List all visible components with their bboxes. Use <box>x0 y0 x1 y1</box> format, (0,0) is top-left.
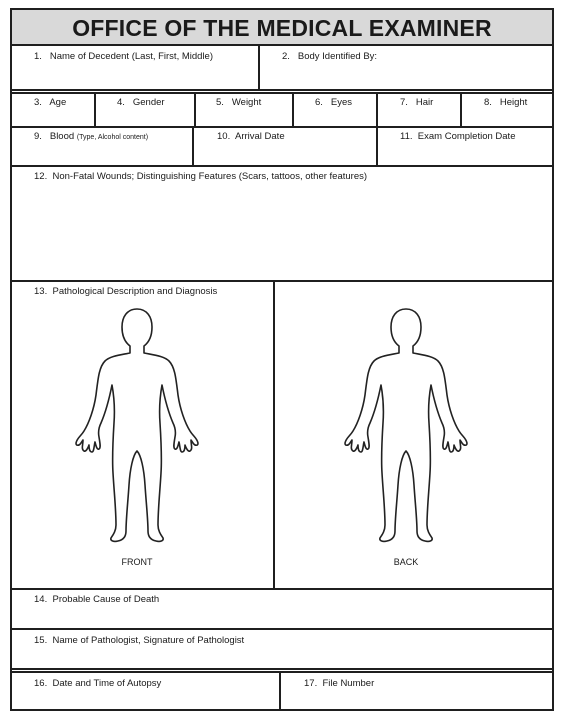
field-9-text: Blood <box>49 131 75 142</box>
divider <box>12 126 552 128</box>
divider <box>12 588 552 590</box>
divider <box>12 671 552 673</box>
divider <box>192 127 194 166</box>
field-4-label <box>117 97 165 108</box>
field-17-label <box>304 678 374 689</box>
divider <box>194 93 196 127</box>
divider <box>292 93 294 127</box>
field-4-text: Gender <box>132 97 165 108</box>
field-14-number: 14. <box>34 594 48 605</box>
field-8-number: 8. <box>484 97 492 108</box>
field-1-text: Name of Decedent (Last, First, Middle) <box>49 51 214 62</box>
divider <box>258 46 260 91</box>
field-3-number: 3. <box>34 97 42 108</box>
field-16-number: 16. <box>34 678 48 689</box>
field-3-text: Age <box>49 97 67 108</box>
front-caption: FRONT <box>121 557 153 567</box>
field-13-label <box>34 286 217 297</box>
field-12-text: Non-Fatal Wounds; Distinguishing Features (Scars, tattoos, other features) <box>52 171 368 182</box>
divider <box>94 93 96 127</box>
field-2-number: 2. <box>282 51 290 62</box>
field-8-label <box>484 97 527 108</box>
field-11-text: Exam Completion Date <box>417 131 516 142</box>
field-6-label <box>315 97 352 108</box>
field-17-text: File Number <box>322 678 375 689</box>
field-9-number: 9. <box>34 131 42 142</box>
field-1-label <box>34 51 213 62</box>
field-14-label <box>34 594 159 605</box>
divider <box>12 92 552 94</box>
back-caption: BACK <box>393 557 419 567</box>
field-11-label <box>400 131 515 142</box>
field-12-number: 12. <box>34 171 48 182</box>
field-13-number: 13. <box>34 286 48 297</box>
field-6-text: Eyes <box>330 97 352 108</box>
field-3-label <box>34 97 66 108</box>
field-9-label <box>34 131 148 143</box>
field-15-label <box>34 635 244 646</box>
field-11-number: 11. <box>400 131 413 142</box>
field-4-number: 4. <box>117 97 125 108</box>
field-8-text: Height <box>499 97 528 108</box>
field-17-number: 17. <box>304 678 318 689</box>
field-2-label <box>282 51 377 62</box>
field-5-label <box>216 97 261 108</box>
field-7-text: Hair <box>415 97 434 108</box>
body-front-diagram <box>72 305 202 545</box>
divider <box>12 668 552 670</box>
field-12-label <box>34 171 367 182</box>
divider <box>273 282 275 588</box>
field-16-text: Date and Time of Autopsy <box>52 678 162 689</box>
divider <box>12 89 552 91</box>
divider <box>12 165 552 167</box>
field-9-note: (Type, Alcohol content) <box>76 134 149 141</box>
field-1-number: 1. <box>34 51 42 62</box>
divider <box>12 628 552 630</box>
field-10-label <box>217 131 285 142</box>
field-10-number: 10. <box>217 131 231 142</box>
field-2-text: Body Identified By: <box>297 51 378 62</box>
field-5-number: 5. <box>216 97 224 108</box>
field-7-label <box>400 97 433 108</box>
field-16-label <box>34 678 161 689</box>
divider <box>376 127 378 166</box>
field-5-text: Weight <box>231 97 262 108</box>
divider <box>12 280 552 282</box>
field-15-number: 15. <box>34 635 48 646</box>
field-6-number: 6. <box>315 97 323 108</box>
medical-examiner-form <box>10 8 554 711</box>
field-10-text: Arrival Date <box>234 131 285 142</box>
field-7-number: 7. <box>400 97 408 108</box>
form-title: OFFICE OF THE MEDICAL EXAMINER <box>12 10 552 46</box>
divider <box>460 93 462 127</box>
divider <box>376 93 378 127</box>
field-15-text: Name of Pathologist, Signature of Pathologist <box>52 635 245 646</box>
divider <box>279 672 281 709</box>
field-13-text: Pathological Description and Diagnosis <box>52 286 218 297</box>
body-back-diagram <box>341 305 471 545</box>
field-14-text: Probable Cause of Death <box>52 594 160 605</box>
